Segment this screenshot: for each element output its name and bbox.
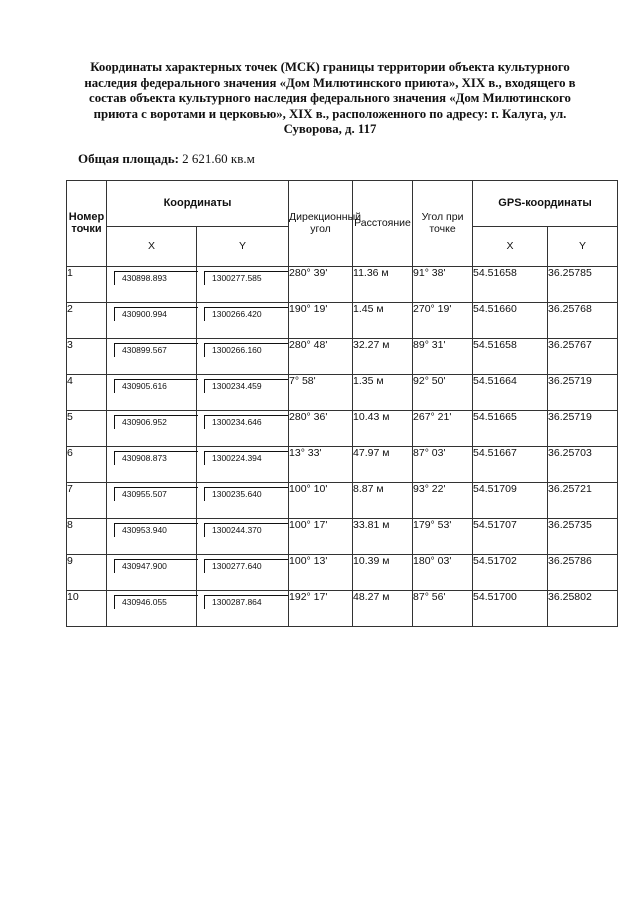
cell-direction-angle: 280° 36' [289, 411, 353, 447]
cell-gps-x: 54.51658 [473, 339, 548, 375]
header-y: Y [197, 227, 289, 267]
total-area-value: 2 621.60 кв.м [182, 151, 255, 166]
cell-x-value: 430900.994 [114, 307, 198, 321]
cell-direction-angle: 13° 33' [289, 447, 353, 483]
cell-y-value: 1300287.864 [204, 595, 288, 609]
cell-distance: 47.97 м [353, 447, 413, 483]
cell-distance: 11.36 м [353, 267, 413, 303]
table-row [67, 375, 618, 411]
cell-y-value: 1300266.160 [204, 343, 288, 357]
cell-angle: 91° 38' [413, 267, 473, 303]
table-row [67, 591, 618, 627]
cell-direction-angle: 7° 58' [289, 375, 353, 411]
total-area [78, 151, 255, 167]
cell-direction-angle: 190° 19' [289, 303, 353, 339]
cell-distance: 33.81 м [353, 519, 413, 555]
header-angle-at-point: Угол при точке [413, 181, 473, 267]
header-distance: Расстояние [353, 181, 413, 267]
cell-distance: 1.45 м [353, 303, 413, 339]
cell-y [197, 555, 289, 591]
cell-x-value: 430905.616 [114, 379, 198, 393]
table-row [67, 483, 618, 519]
cell-distance: 8.87 м [353, 483, 413, 519]
document-title: Координаты характерных точек (МСК) границы территории объекта культурного наследия федерального значения «Дом Милютинского приюта», XIX в., входящего в состав объекта культурного наследия федерального значения «Дом Милютинского приюта с воротами и церковью», XIX в., расположенного по адресу: г. Калуга, ул. Суворова, д. 117 [84, 60, 576, 137]
cell-angle: 93° 22' [413, 483, 473, 519]
cell-gps-x: 54.51665 [473, 411, 548, 447]
cell-gps-y: 36.25735 [548, 519, 618, 555]
cell-angle: 87° 56' [413, 591, 473, 627]
header-gps-y: Y [548, 227, 618, 267]
table-row [67, 267, 618, 303]
cell-direction-angle: 280° 39' [289, 267, 353, 303]
table-row [67, 339, 618, 375]
cell-y [197, 339, 289, 375]
table-row [67, 555, 618, 591]
cell-direction-angle: 100° 10' [289, 483, 353, 519]
cell-gps-x: 54.51700 [473, 591, 548, 627]
cell-point-number: 6 [67, 447, 107, 483]
table-row [67, 519, 618, 555]
header-coordinates: Координаты [107, 181, 289, 227]
cell-x-value: 430953.940 [114, 523, 198, 537]
cell-angle: 89° 31' [413, 339, 473, 375]
cell-y-value: 1300234.646 [204, 415, 288, 429]
header-gps: GPS-координаты [473, 181, 618, 227]
cell-x-value: 430946.055 [114, 595, 198, 609]
cell-x [107, 447, 197, 483]
cell-y [197, 519, 289, 555]
cell-y-value: 1300235.640 [204, 487, 288, 501]
cell-point-number: 2 [67, 303, 107, 339]
cell-y-value: 1300244.370 [204, 523, 288, 537]
cell-direction-angle: 100° 13' [289, 555, 353, 591]
cell-x [107, 267, 197, 303]
cell-y-value: 1300224.394 [204, 451, 288, 465]
cell-distance: 32.27 м [353, 339, 413, 375]
cell-point-number: 9 [67, 555, 107, 591]
cell-x [107, 519, 197, 555]
cell-angle: 267° 21' [413, 411, 473, 447]
cell-gps-x: 54.51658 [473, 267, 548, 303]
cell-distance: 1.35 м [353, 375, 413, 411]
cell-direction-angle: 280° 48' [289, 339, 353, 375]
cell-gps-x: 54.51664 [473, 375, 548, 411]
coordinates-table [66, 180, 618, 627]
cell-point-number: 3 [67, 339, 107, 375]
cell-gps-x: 54.51707 [473, 519, 548, 555]
cell-point-number: 10 [67, 591, 107, 627]
cell-y [197, 447, 289, 483]
cell-distance: 48.27 м [353, 591, 413, 627]
cell-gps-x: 54.51702 [473, 555, 548, 591]
cell-distance: 10.43 м [353, 411, 413, 447]
cell-distance: 10.39 м [353, 555, 413, 591]
cell-direction-angle: 192° 17' [289, 591, 353, 627]
cell-gps-y: 36.25719 [548, 375, 618, 411]
cell-y-value: 1300277.640 [204, 559, 288, 573]
cell-gps-x: 54.51660 [473, 303, 548, 339]
cell-x [107, 339, 197, 375]
cell-y-value: 1300277.585 [204, 271, 288, 285]
cell-gps-y: 36.25785 [548, 267, 618, 303]
cell-angle: 92° 50' [413, 375, 473, 411]
cell-gps-y: 36.25719 [548, 411, 618, 447]
cell-x [107, 483, 197, 519]
cell-y-value: 1300266.420 [204, 307, 288, 321]
cell-y [197, 411, 289, 447]
cell-angle: 180° 03' [413, 555, 473, 591]
table-row [67, 411, 618, 447]
cell-x-value: 430955.507 [114, 487, 198, 501]
cell-x-value: 430899.567 [114, 343, 198, 357]
cell-gps-y: 36.25703 [548, 447, 618, 483]
cell-x-value: 430908.873 [114, 451, 198, 465]
cell-x [107, 591, 197, 627]
cell-gps-y: 36.25802 [548, 591, 618, 627]
cell-point-number: 7 [67, 483, 107, 519]
table-row [67, 303, 618, 339]
cell-x-value: 430906.952 [114, 415, 198, 429]
cell-y [197, 591, 289, 627]
cell-gps-y: 36.25767 [548, 339, 618, 375]
cell-point-number: 5 [67, 411, 107, 447]
cell-y [197, 375, 289, 411]
cell-gps-x: 54.51667 [473, 447, 548, 483]
cell-x [107, 375, 197, 411]
cell-x [107, 555, 197, 591]
cell-y [197, 267, 289, 303]
cell-point-number: 4 [67, 375, 107, 411]
cell-angle: 87° 03' [413, 447, 473, 483]
cell-gps-y: 36.25768 [548, 303, 618, 339]
cell-angle: 179° 53' [413, 519, 473, 555]
cell-gps-y: 36.25786 [548, 555, 618, 591]
cell-x [107, 411, 197, 447]
cell-direction-angle: 100° 17' [289, 519, 353, 555]
cell-x-value: 430947.900 [114, 559, 198, 573]
cell-point-number: 8 [67, 519, 107, 555]
cell-point-number: 1 [67, 267, 107, 303]
header-direction-angle: Дирекционный угол [289, 181, 353, 267]
header-x: X [107, 227, 197, 267]
cell-y [197, 483, 289, 519]
table-row [67, 447, 618, 483]
cell-y [197, 303, 289, 339]
cell-x-value: 430898.893 [114, 271, 198, 285]
cell-y-value: 1300234.459 [204, 379, 288, 393]
cell-x [107, 303, 197, 339]
header-gps-x: X [473, 227, 548, 267]
cell-gps-x: 54.51709 [473, 483, 548, 519]
cell-gps-y: 36.25721 [548, 483, 618, 519]
total-area-label: Общая площадь: [78, 151, 179, 166]
header-point-number: Номер точки [67, 181, 107, 267]
cell-angle: 270° 19' [413, 303, 473, 339]
